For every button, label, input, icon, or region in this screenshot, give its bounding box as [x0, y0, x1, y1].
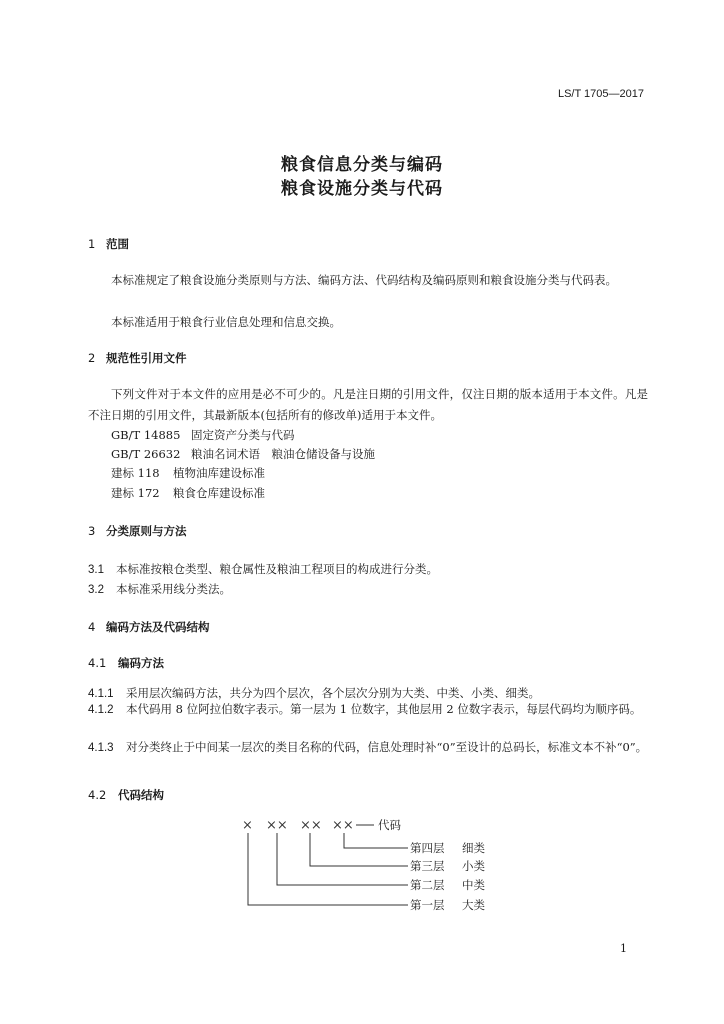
- layer-4-connector: [344, 833, 408, 848]
- code-label: 代码: [378, 818, 401, 832]
- clause-text: 采用层次编码方法，共分为四个层次，各个层次分别为大类、中类、小类、细类。: [126, 686, 540, 700]
- section-number: 2: [88, 351, 96, 365]
- layer-2-connector: [277, 833, 408, 885]
- code-symbol-layer1: ×: [242, 818, 253, 833]
- reference-title: 植物油库建设标准: [173, 466, 265, 480]
- title-line-2: 粮食设施分类与代码: [281, 179, 443, 199]
- layer-4-level: 第四层: [410, 841, 445, 855]
- section-1-paragraph-2: 本标准适用于粮食行业信息处理和信息交换。: [111, 315, 341, 329]
- layer-3-class: 小类: [462, 859, 485, 873]
- reference-code: GB/T 14885: [111, 428, 181, 442]
- section-title: 分类原则与方法: [106, 524, 187, 538]
- page-number: 1: [620, 942, 627, 955]
- section-title: 编码方法: [118, 656, 164, 670]
- section-title: 范围: [106, 237, 129, 251]
- clause-number: 3.2: [88, 584, 104, 596]
- section-number: 4.1: [88, 656, 107, 670]
- section-title: 编码方法及代码结构: [106, 620, 210, 634]
- clause-text: 本标准按粮仓类型、粮仓属性及粮油工程项目的构成进行分类。: [116, 562, 438, 576]
- section-number: 4.2: [88, 788, 107, 802]
- section-title: 规范性引用文件: [106, 351, 187, 365]
- standard-number: LS/T 1705—2017: [557, 88, 644, 100]
- reference-code: 建标 118: [111, 466, 160, 480]
- code-symbol-layer4: ××: [332, 818, 354, 833]
- code-symbol-layer2: ××: [266, 818, 288, 833]
- section-title: 代码结构: [118, 788, 164, 802]
- section-number: 4: [88, 620, 96, 634]
- clause-number: 4.1.3: [88, 742, 114, 754]
- section-1-paragraph-1: 本标准规定了粮食设施分类原则与方法、编码方法、代码结构及编码原则和粮食设施分类与代码表。: [111, 273, 617, 287]
- section-number: 1: [88, 237, 96, 251]
- reference-title: 粮食仓库建设标准: [173, 486, 265, 500]
- layer-2-class: 中类: [462, 878, 485, 892]
- clause-number: 3.1: [88, 564, 104, 576]
- clause-number: 4.1.1: [88, 688, 114, 700]
- code-symbol-layer3: ××: [300, 818, 322, 833]
- clause-text: 本代码用 8 位阿拉伯数字表示。第一层为 1 位数字，其他层用 2 位数字表示，每层代码均为顺序码。: [126, 702, 642, 716]
- reference-code: GB/T 26632: [111, 447, 181, 461]
- reference-title: 固定资产分类与代码: [191, 428, 295, 442]
- section-number: 3: [88, 524, 96, 538]
- title-line-1: 粮食信息分类与编码: [281, 155, 443, 175]
- section-2-paragraph-1: 下列文件对于本文件的应用是必不可少的。凡是注日期的引用文件，仅注日期的版本适用于本文件。凡是不注日期的引用文件，其最新版本(包括所有的修改单)适用于本文件。: [88, 387, 648, 422]
- layer-3-connector: [310, 833, 408, 866]
- reference-code: 建标 172: [111, 486, 160, 500]
- layer-1-level: 第一层: [410, 898, 445, 912]
- clause-text: 对分类终止于中间某一层次的类目名称的代码，信息处理时补“0”至设计的总码长，标准文本不补“0”。: [126, 740, 648, 754]
- clause-number: 4.1.2: [88, 704, 114, 716]
- layer-1-connector: [248, 833, 408, 905]
- layer-4-class: 细类: [462, 841, 485, 855]
- clause-text: 本标准采用线分类法。: [116, 582, 231, 596]
- layer-3-level: 第三层: [410, 859, 445, 873]
- layer-2-level: 第二层: [410, 878, 445, 892]
- reference-title: 粮油名词术语 粮油仓储设备与设施: [191, 447, 375, 461]
- layer-1-class: 大类: [462, 898, 485, 912]
